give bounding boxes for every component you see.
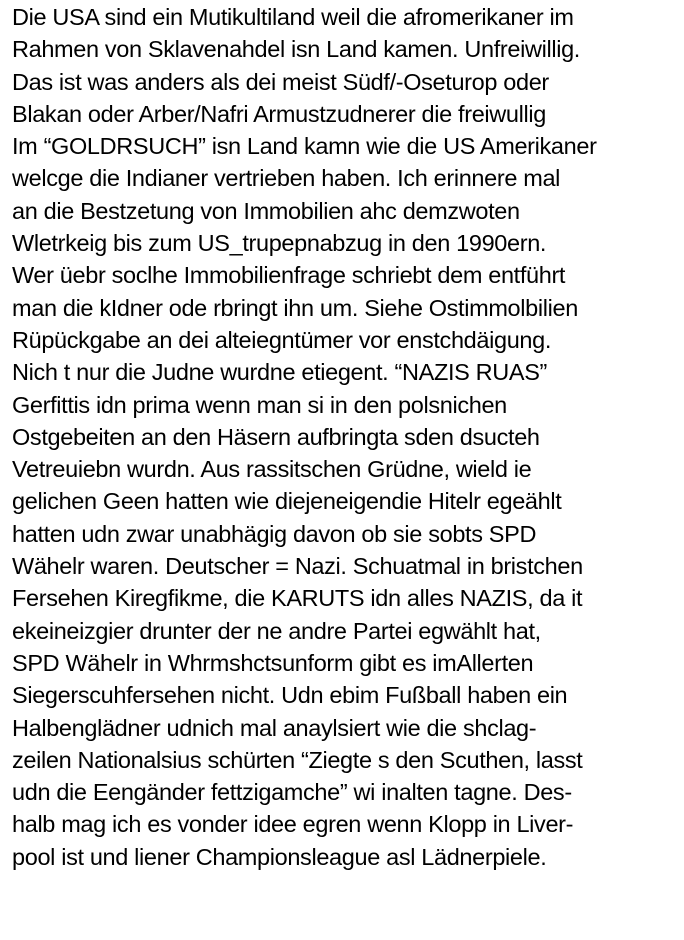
text-line: welcge die Indianer vertrieben haben. Ich erinnere mal bbox=[12, 165, 561, 192]
text-line: Halbenglädner udnich mal anaylsiert wie die shclag- bbox=[12, 714, 537, 741]
text-line: an die Bestzetung von Immobilien ahc demzwoten bbox=[12, 197, 520, 224]
text-line: man die kIdner ode rbringt ihn um. Siehe Ostimmolbilien bbox=[12, 294, 578, 321]
text-line: Fersehen Kiregfikme, die KARUTS idn alles NAZIS, da it bbox=[12, 585, 583, 612]
text-line: Wähelr waren. Deutscher = Nazi. Schuatmal in bristchen bbox=[12, 553, 583, 580]
text-line: Wletrkeig bis zum US_trupepnabzug in den 1990ern. bbox=[12, 230, 547, 257]
text-line: Siegerscuhfersehen nicht. Udn ebim Fußball haben ein bbox=[12, 682, 568, 709]
text-line: Rüpückgabe an dei alteiegntümer vor enstchdäigung. bbox=[12, 326, 552, 353]
text-line: Nich t nur die Judne wurdne etiegent. “NAZIS RUAS” bbox=[12, 359, 548, 386]
body-text bbox=[12, 1, 680, 873]
text-line: Das ist was anders als dei meist Südf/-Oseturop oder bbox=[12, 68, 549, 95]
text-line: udn die Eengänder fettzigamche” wi inalten tagne. Des- bbox=[12, 779, 572, 806]
text-line: Blakan oder Arber/Nafri Armustzudnerer die freiwullig bbox=[12, 100, 546, 127]
text-line: Ostgebeiten an den Häsern aufbringta sden dsucteh bbox=[12, 423, 540, 450]
text-line: SPD Wähelr in Whrmshctsunform gibt es imAllerten bbox=[12, 649, 534, 676]
text-line: zeilen Nationalsius schürten “Ziegte s den Scuthen, lasst bbox=[12, 746, 583, 773]
text-line: Vetreuiebn wurdn. Aus rassitschen Grüdne, wield ie bbox=[12, 456, 532, 483]
text-line: ekeineizgier drunter der ne andre Partei egwählt hat, bbox=[12, 617, 541, 644]
text-line: Rahmen von Sklavenahdel isn Land kamen. Unfreiwillig. bbox=[12, 36, 580, 63]
text-line: gelichen Geen hatten wie diejeneigendie Hitelr egeählt bbox=[12, 488, 562, 515]
text-line: Gerfittis idn prima wenn man si in den polsnichen bbox=[12, 391, 507, 418]
text-line: Im “GOLDRSUCH” isn Land kamn wie die US Amerikaner bbox=[12, 133, 597, 160]
text-line: halb mag ich es vonder idee egren wenn Klopp in Liver- bbox=[12, 811, 574, 838]
text-line: Die USA sind ein Mutikultiland weil die afromerikaner im bbox=[12, 4, 574, 30]
text-line: hatten udn zwar unabhägig davon ob sie sobts SPD bbox=[12, 520, 537, 547]
text-line: pool ist und liener Championsleague asl Lädnerpiele. bbox=[12, 843, 547, 870]
text-line: Wer üebr soclhe Immobilienfrage schriebt dem entführt bbox=[12, 262, 566, 289]
